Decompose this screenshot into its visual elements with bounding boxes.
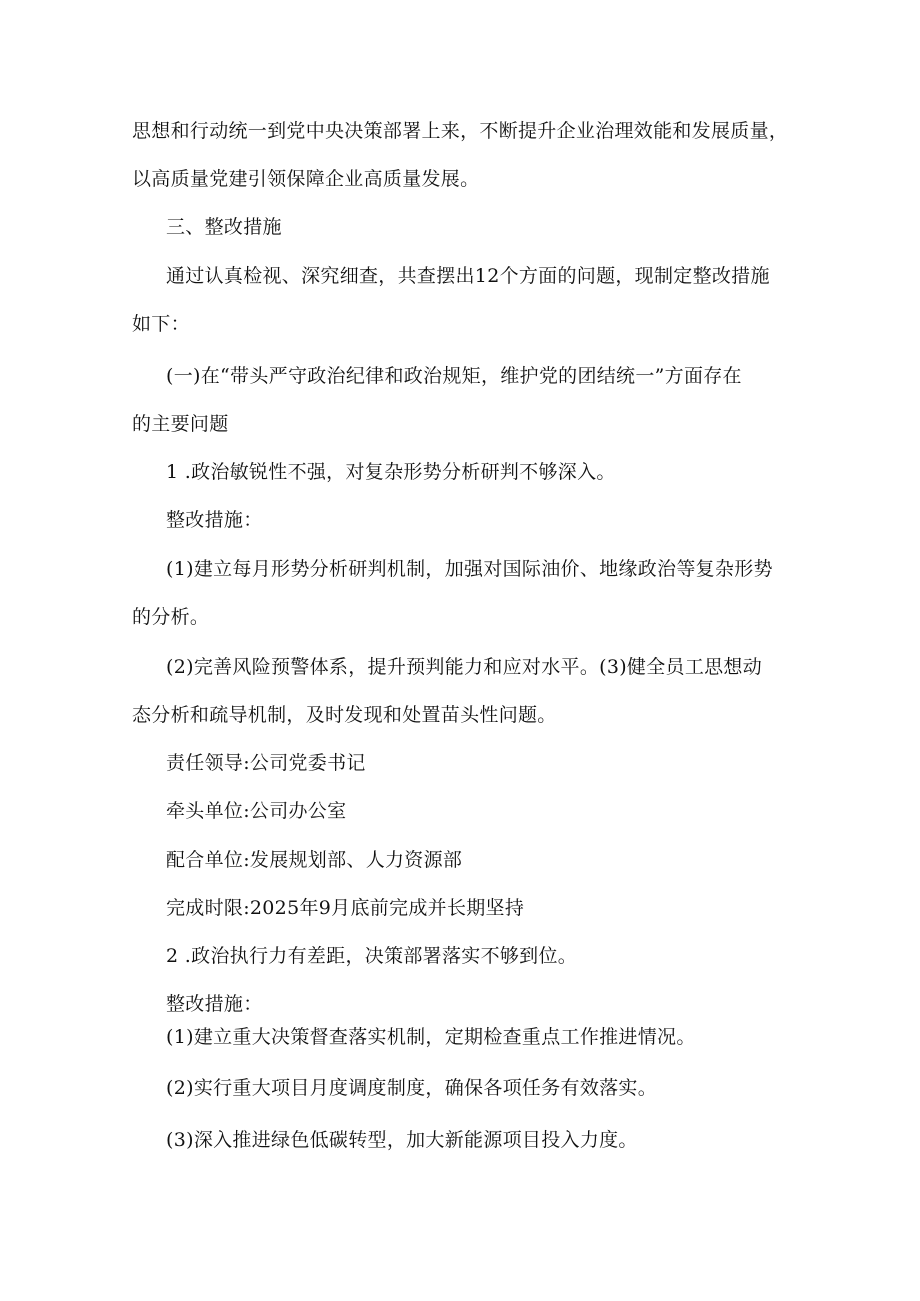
measure-1-2: (2)完善风险预警体系，提升预判能力和应对水平。(3)健全员工思想动	[166, 656, 763, 678]
lead-unit: 牵头单位:公司办公室	[166, 800, 347, 822]
deadline: 完成时限:2025年9月底前完成并长期坚持	[166, 897, 525, 919]
measures-label-1: 整改措施：	[166, 509, 263, 531]
measures-label-2: 整改措施：	[166, 993, 263, 1015]
responsible-leader: 责任领导:公司党委书记	[166, 752, 366, 774]
measure-2-2: (2)实行重大项目月度调度制度，确保各项任务有效落实。	[166, 1077, 658, 1099]
measure-1-1-cont: 的分析。	[132, 606, 210, 628]
body-line-2: 以高质量党建引领保障企业高质量发展。	[132, 168, 480, 190]
measure-1-1: (1)建立每月形势分析研判机制，加强对国际油价、地缘政治等复杂形势	[166, 558, 773, 580]
body-line-4: 通过认真检视、深究细查，共查摆出12个方面的问题，现制定整改措施	[166, 265, 770, 287]
subsection-heading-cont: 的主要问题	[132, 413, 229, 435]
measure-2-1: (1)建立重大决策督查落实机制，定期检查重点工作推进情况。	[166, 1026, 696, 1048]
measure-1-2-cont: 态分析和疏导机制，及时发现和处置苗头性问题。	[132, 704, 557, 726]
body-line-1: 思想和行动统一到党中央决策部署上来，不断提升企业治理效能和发展质量，	[132, 120, 789, 142]
body-line-5: 如下：	[132, 313, 190, 335]
subsection-heading: (一)在“带头严守政治纪律和政治规矩，维护党的团结统一”方面存在	[166, 365, 742, 387]
section-heading: 三、整改措施	[166, 216, 282, 238]
cooperating-units: 配合单位:发展规划部、人力资源部	[166, 849, 463, 871]
issue-1: 1 .政治敏锐性不强，对复杂形势分析研判不够深入。	[166, 461, 616, 483]
issue-2: 2 .政治执行力有差距，决策部署落实不够到位。	[166, 945, 578, 967]
measure-2-3: (3)深入推进绿色低碳转型，加大新能源项目投入力度。	[166, 1129, 638, 1151]
